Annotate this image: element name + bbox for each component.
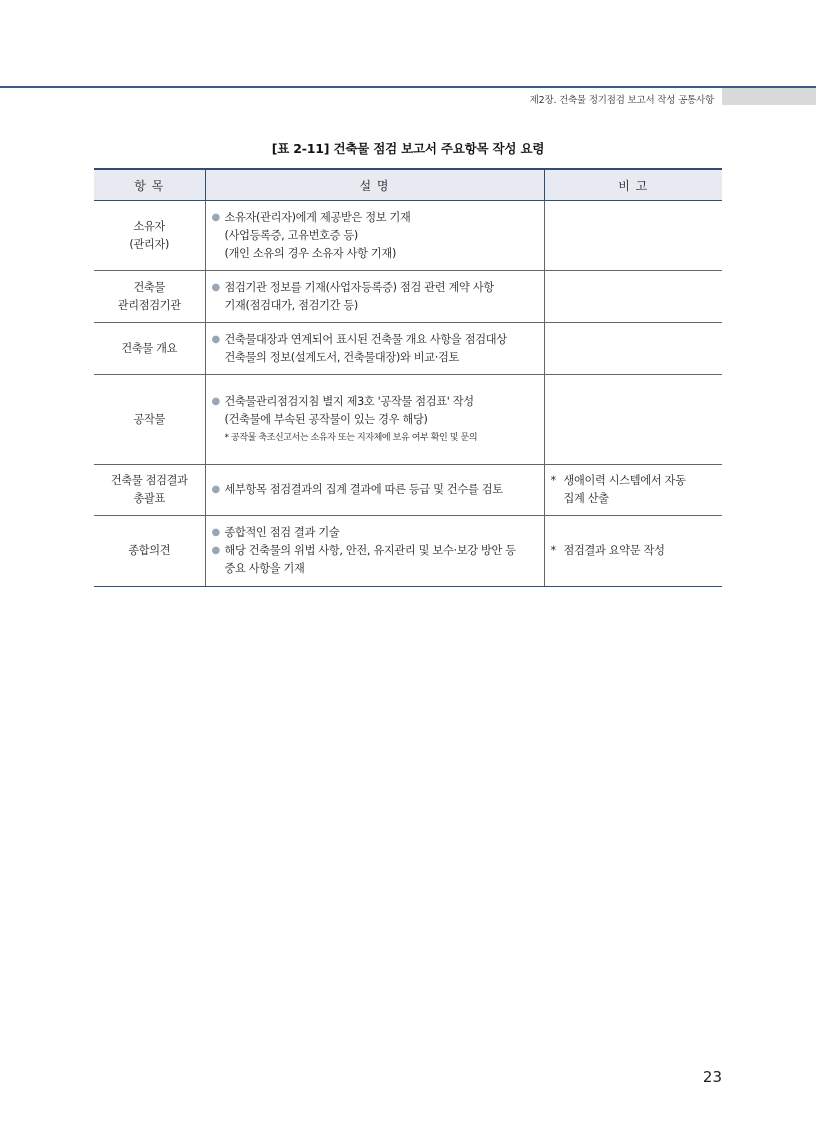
bullet-text: 세부항목 점검결과의 집계 결과에 따른 등급 및 건수를 검토 (224, 483, 503, 496)
remarks-cell (544, 201, 722, 271)
item-label: 건축물 개요 (121, 341, 178, 355)
page-number: 23 (702, 1068, 722, 1086)
column-header-remarks: 비 고 (544, 169, 722, 201)
remark-line (551, 542, 723, 560)
description-cell (205, 465, 544, 516)
bullet-line (212, 209, 540, 227)
item-cell (94, 516, 205, 587)
column-header-item: 항 목 (94, 169, 205, 201)
table-row (94, 465, 722, 516)
table-row (94, 375, 722, 465)
item-cell (94, 465, 205, 516)
table-row (94, 271, 722, 323)
remarks-cell (544, 465, 722, 516)
continuation-line: (건축물에 부속된 공작물이 있는 경우 해당) (224, 412, 428, 426)
bullet-text: 건축물대장과 연계되어 표시된 건축물 개요 사항을 점검대상 (224, 332, 507, 346)
item-label: 소유자 (133, 219, 166, 233)
bullet-line (212, 524, 540, 542)
remarks-cell (544, 516, 722, 587)
item-label: 관리점검기관 (117, 298, 181, 312)
description-cell (205, 201, 544, 271)
remarks-cell (544, 323, 722, 375)
bullet-text: 종합적인 점검 결과 기술 (224, 526, 340, 539)
item-cell (94, 201, 205, 271)
guideline-table (94, 168, 722, 587)
bullet-text: 점검기관 정보를 기재(사업자등록증) 점검 관련 계약 사항 (224, 280, 494, 294)
bullet-text: 해당 건축물의 위법 사항, 안전, 유지관리 및 보수·보강 방안 등 (224, 544, 516, 557)
remark-text: 생애이력 시스템에서 자동 (563, 474, 686, 487)
bullet-icon: ● (211, 484, 220, 495)
item-label: (관리자) (129, 237, 170, 251)
continuation-line: 중요 사항을 기재 (224, 562, 305, 575)
remark-line (551, 490, 723, 508)
bullet-text: 소유자(관리자)에게 제공받은 정보 기재 (224, 210, 411, 224)
column-header-description: 설 명 (205, 169, 544, 201)
description-cell (205, 375, 544, 465)
bullet-line (212, 393, 540, 411)
remarks-cell (544, 271, 722, 323)
table-row (94, 323, 722, 375)
table-header-row (94, 169, 722, 201)
bullet-icon: ● (211, 333, 220, 345)
table-title: [표 2-11] 건축물 점검 보고서 주요항목 작성 요령 (271, 141, 545, 156)
item-cell (94, 323, 205, 375)
bullet-line (212, 331, 540, 349)
item-label: 총괄표 (133, 492, 166, 505)
item-cell (94, 271, 205, 323)
asterisk-mark: * (550, 544, 556, 557)
bullet-icon: ● (211, 527, 220, 538)
bullet-line (212, 481, 540, 499)
bullet-icon: ● (211, 281, 220, 293)
item-label: 공작물 (133, 412, 166, 426)
description-cell (205, 271, 544, 323)
header-tab-box (722, 88, 816, 105)
item-cell (94, 375, 205, 465)
description-cell (205, 516, 544, 587)
remark-line (551, 472, 723, 490)
bullet-icon: ● (211, 395, 220, 407)
remark-text: 점검결과 요약문 작성 (563, 544, 665, 557)
continuation-line: 기재(점검대가, 점검기간 등) (224, 298, 358, 312)
continuation-line: (사업등록증, 고유번호증 등) (224, 228, 358, 242)
bullet-line (212, 279, 540, 297)
asterisk-mark (551, 490, 564, 508)
description-cell (205, 323, 544, 375)
remark-text: 집계 산출 (563, 492, 609, 505)
item-label: 건축물 (133, 280, 166, 294)
footnote-line: * 공작물 축조신고서는 소유자 또는 지자체에 보유 여부 확인 및 문의 (224, 432, 478, 443)
bullet-icon: ● (211, 545, 220, 556)
continuation-line: 건축물의 정보(설계도서, 건축물대장)와 비교·검토 (224, 350, 460, 364)
table-row (94, 516, 722, 587)
bullet-line (212, 542, 540, 560)
table-row (94, 201, 722, 271)
item-label: 종합의견 (128, 544, 171, 557)
bullet-icon: ● (211, 211, 220, 223)
bullet-text: 건축물관리점검지침 별지 제3호 '공작물 점검표' 작성 (224, 394, 474, 408)
asterisk-mark: * (550, 474, 556, 487)
header-rule (0, 86, 816, 88)
item-label: 건축물 점검결과 (110, 474, 188, 487)
continuation-line: (개인 소유의 경우 소유자 사항 기재) (224, 246, 397, 260)
remarks-cell (544, 375, 722, 465)
running-header: 제2장. 건축물 정기점검 보고서 작성 공통사항 (529, 95, 714, 106)
